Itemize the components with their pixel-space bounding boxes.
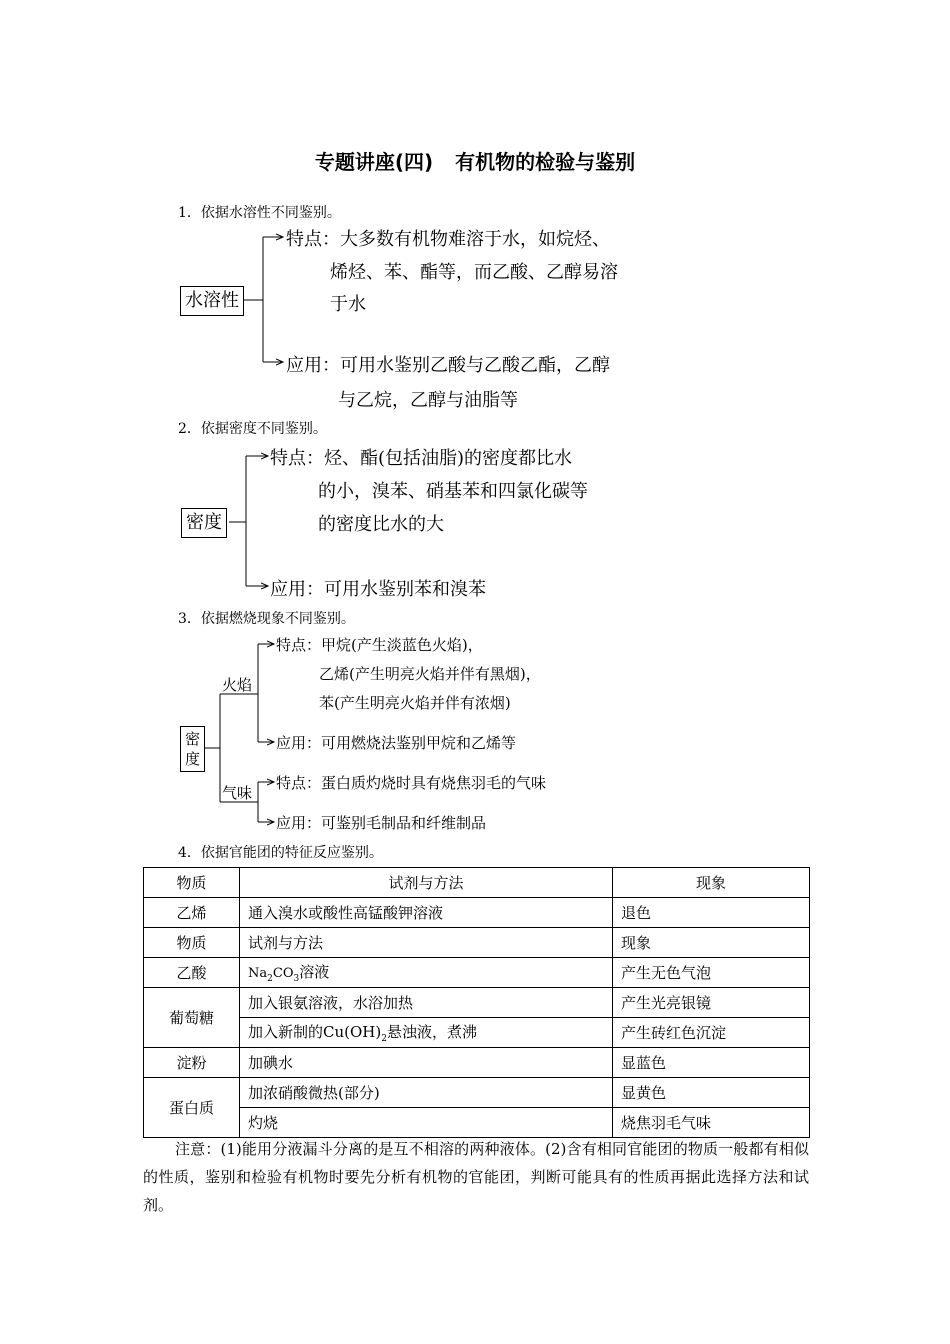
cell-reagent: 加入银氨溶液，水浴加热 [240,988,613,1018]
s2-box [181,508,227,538]
formula-suffix: 溶液 [299,963,330,981]
s1-application-line-1: 应用：可用水鉴别乙酸与乙酸乙酯，乙醇 [286,355,610,376]
cell-reagent: 试剂与方法 [240,928,613,958]
cell-reagent: 加浓硝酸微热(部分) [240,1078,613,1108]
s1-heading: 1．依据水溶性不同鉴别。 [178,205,341,221]
s2-feature-line-2: 的小，溴苯、硝基苯和四氯化碳等 [318,481,588,502]
s2-feature-line-3: 的密度比水的大 [318,514,444,535]
s2-feature-line-1: 特点：烃、酯(包括油脂)的密度都比水 [270,448,573,469]
s1-feature-line-3: 于水 [330,294,366,315]
s3-odor-application: 应用：可鉴别毛制品和纤维制品 [276,814,487,832]
reagent-sub: 2 [381,1034,387,1044]
formula-co: CO [272,966,294,981]
formula-sub-2: 3 [293,974,300,984]
title-part-1: 专题讲座(四) [314,150,434,174]
s1-connector [244,237,283,362]
reagent-part-a: 加入新制的Cu(OH) [248,1023,382,1041]
cell-phenomenon: 烧焦羽毛气味 [613,1108,810,1138]
s3-box [180,726,205,772]
s3-flame-feature-3: 苯(产生明亮火焰并伴有浓烟) [319,694,511,712]
s1-feature-line-2: 烯烃、苯、酯等，而乙酸、乙醇易溶 [330,262,618,283]
cell-reagent: 通入溴水或酸性高锰酸钾溶液 [240,898,613,928]
s3-odor-label: 气味 [222,784,253,802]
table-row [144,1108,810,1138]
title-part-2: 有机物的检验与鉴别 [455,150,636,174]
cell-substance: 乙烯 [144,898,240,928]
header-reagent: 试剂与方法 [240,868,613,898]
s3-flame-application: 应用：可用燃烧法鉴别甲烷和乙烯等 [276,734,517,752]
cell-phenomenon: 显黄色 [613,1078,810,1108]
s1-box-label: 水溶性 [185,290,239,311]
formula-na: Na [248,966,268,981]
s3-odor-feature: 特点：蛋白质灼烧时具有烧焦羽毛的气味 [276,774,547,792]
s1-box [180,286,244,316]
cell-phenomenon: 产生光亮银镜 [613,988,810,1018]
s1-application-line-2: 与乙烷，乙醇与油脂等 [338,390,518,411]
note-paragraph: 注意：(1)能用分液漏斗分离的是互不相溶的两种液体。(2)含有相同官能团的物质一般都有相似的性质，鉴别和检验有机物时要先分析有机物的官能团，判断可能具有的性质再据此选择方法和试剂。 [143,1140,809,1214]
s4-heading: 4．依据官能团的特征反应鉴别。 [178,845,383,861]
table-header-row [144,868,810,898]
cell-substance: 物质 [144,928,240,958]
table-row [144,928,810,958]
s1-feature-line-1: 特点：大多数有机物难溶于水，如烷烃、 [286,229,610,250]
cell-reagent [240,958,613,988]
cell-phenomenon: 现象 [613,928,810,958]
cell-reagent: 加碘水 [240,1048,613,1078]
table-row [144,898,810,928]
s3-heading: 3．依据燃烧现象不同鉴别。 [178,611,355,627]
cell-substance: 淀粉 [144,1048,240,1078]
cell-phenomenon: 产生无色气泡 [613,958,810,988]
cell-substance: 蛋白质 [144,1078,240,1138]
s3-flame-feature-2: 乙烯(产生明亮火焰并伴有黑烟)， [319,665,541,683]
s3-flame-feature-1: 特点：甲烷(产生淡蓝色火焰)， [276,636,483,654]
s2-application: 应用：可用水鉴别苯和溴苯 [270,579,486,600]
s2-heading: 2．依据密度不同鉴别。 [178,421,327,437]
cell-phenomenon: 退色 [613,898,810,928]
s2-connector [229,456,268,586]
table-row [144,1078,810,1108]
reagent-part-b: 悬浊液，煮沸 [386,1023,477,1041]
s2-box-label: 密度 [186,512,222,533]
table-row [144,1048,810,1078]
reaction-table [143,867,810,1138]
cell-substance: 葡萄糖 [144,988,240,1048]
table-row [144,1018,810,1048]
s3-flame-label: 火焰 [222,676,253,694]
table-row [144,988,810,1018]
formula-sub-1: 2 [267,974,273,984]
cell-reagent: 灼烧 [240,1108,613,1138]
cell-reagent [240,1018,613,1048]
s3-box-line-2: 度 [185,750,201,768]
cell-phenomenon: 产生砖红色沉淀 [613,1018,810,1048]
header-phenomenon: 现象 [613,868,810,898]
header-substance: 物质 [144,868,240,898]
cell-phenomenon: 显蓝色 [613,1048,810,1078]
cell-substance: 乙酸 [144,958,240,988]
s3-box-line-1: 密 [185,730,201,748]
table-row [144,958,810,988]
